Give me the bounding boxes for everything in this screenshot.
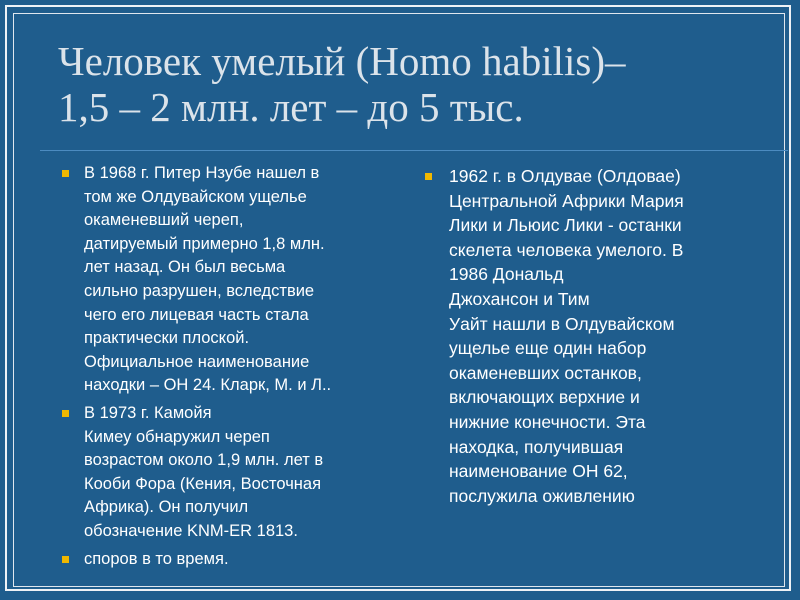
bullet-item [62,402,398,544]
bullet-text-line: ущелье еще один набор [449,338,647,359]
bullet-text-line: включающих верхние и [449,387,640,408]
square-bullet-icon [62,170,69,177]
left-column [62,162,398,575]
bullet-text-line: наименование ОН 62, [449,461,628,482]
bullet-text-line: обозначение KNM-ER 1813. [84,521,298,540]
bullet-item [62,162,398,398]
bullet-text-line: В 1973 г. Камойя [84,403,212,422]
bullet-text-line: сильно разрушен, вследствие [84,281,315,300]
bullet-text-line: Центральной Африки Мария [449,190,684,211]
bullet-text-line: чего его лицевая часть стала [84,305,309,324]
square-bullet-icon [425,173,432,180]
bullet-item [62,548,398,572]
bullet-text-line: Кимеу обнаружил череп [84,427,270,446]
bullet-text-line: окаменевших останков, [449,362,642,383]
bullet-text-line: Кооби Фора (Кения, Восточная [84,474,322,493]
bullet-text-line: находка, получившая [449,436,624,457]
right-column [423,164,763,508]
square-bullet-icon [62,556,69,563]
bullet-item [423,164,763,508]
bullet-text-line: скелета человека умелого. В [449,239,684,260]
bullet-text-line: окаменевший череп, [84,211,244,230]
bullet-text-line: споров в то время. [84,549,229,568]
bullet-text-line: практически плоской. [84,329,250,348]
bullet-text-line: 1986 Дональд [449,264,564,285]
bullet-text-line: датируемый примерно 1,8 млн. [84,234,325,253]
bullet-text-line: возрастом около 1,9 млн. лет в [84,451,324,470]
title-divider [40,150,788,151]
slide-title [58,38,778,130]
bullet-text-line: том же Олдувайском ущелье [84,187,307,206]
slide-title-line-2: 1,5 – 2 млн. лет – до 5 тыс. [58,84,524,130]
bullet-text-line: Уайт нашли в Олдувайском [449,313,675,334]
bullet-text-line: 1962 г. в Олдувае (Олдовае) [449,166,681,186]
bullet-text-line: Лики и Льюис Лики - останки [449,215,682,236]
bullet-text-line: лет назад. Он был весьма [84,258,286,277]
bullet-text-line: В 1968 г. Питер Нзубе нашел в [84,164,320,182]
square-bullet-icon [62,410,69,417]
bullet-text-line: находки – ОН 24. Кларк, М. и Л.. [84,376,332,395]
bullet-text-line: послужила оживлению [449,485,635,506]
bullet-text-line: Африка). Он получил [84,498,249,517]
slide-title-line-1: Человек умелый (Homo habilis)– [58,38,626,84]
bullet-text-line: нижние конечности. Эта [449,411,646,432]
bullet-text-line: Джохансон и Тим [449,288,590,309]
bullet-text-line: Официальное наименование [84,352,310,371]
